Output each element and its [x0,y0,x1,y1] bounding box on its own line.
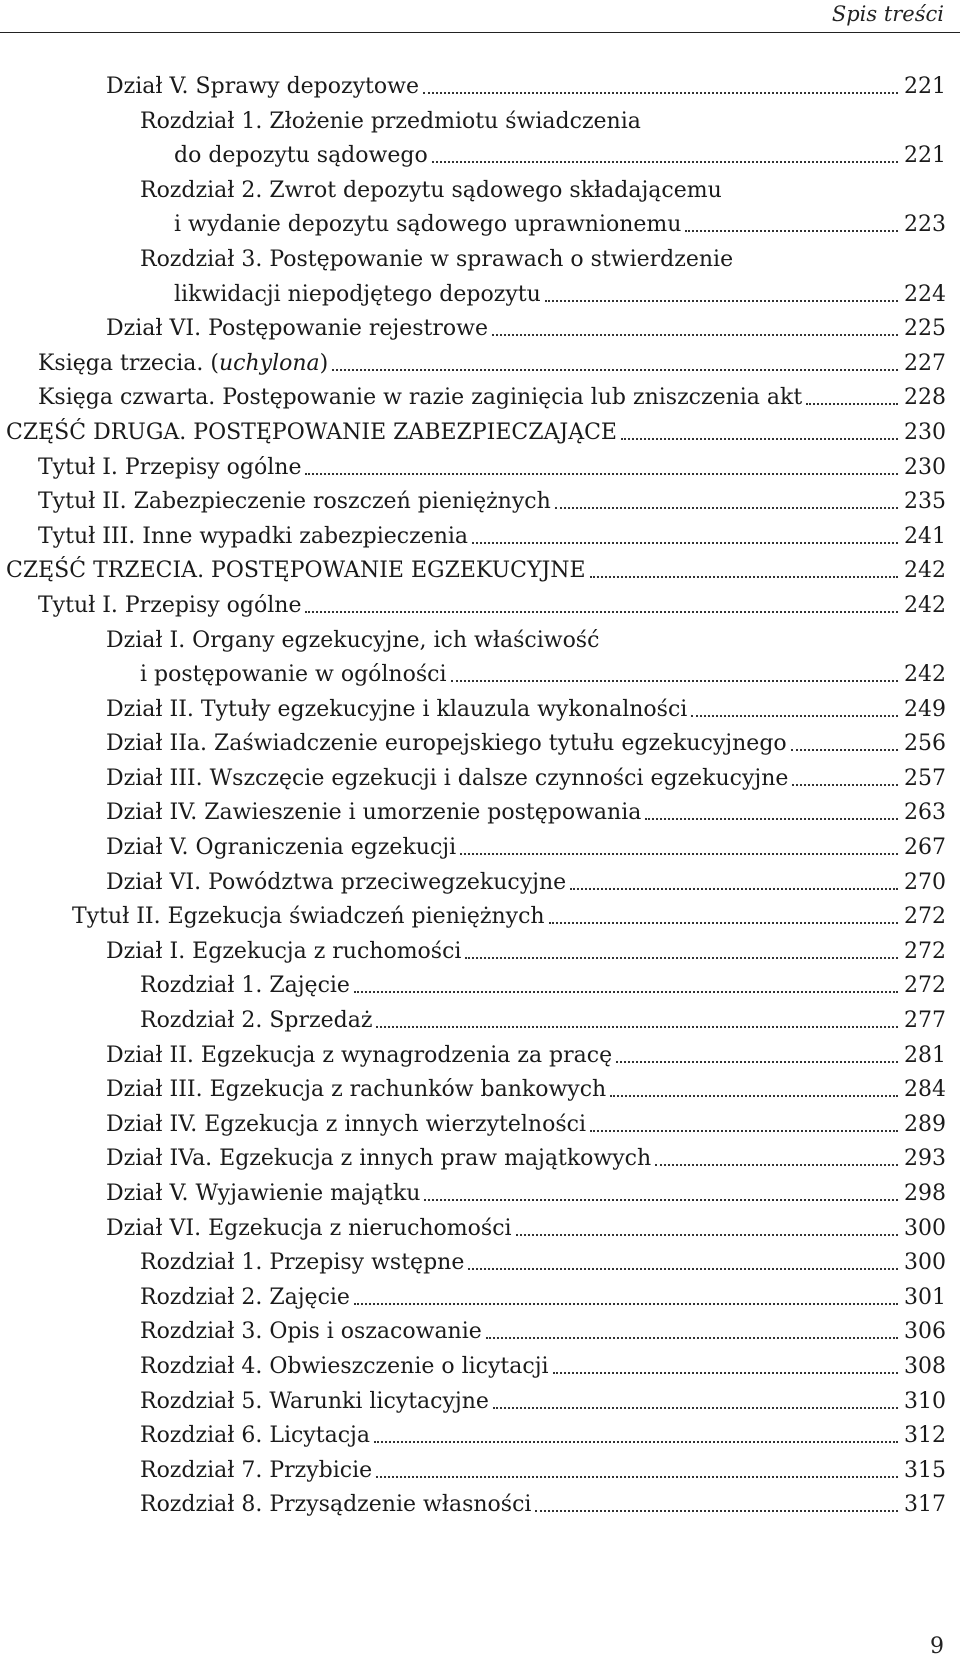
toc-entry [0,485,960,520]
toc-entry-title: Dział II. Tytuły egzekucyjne i klauzula wykonalności [106,696,688,722]
toc-entry-title: Dział II. Egzekucja z wynagrodzenia za pracę [106,1042,613,1068]
toc-entry [0,1488,960,1523]
toc-page-number: 270 [904,869,946,895]
toc-entry [0,831,960,866]
toc-entry-title: Rozdział 6. Licytacja [140,1423,370,1449]
toc-entry-title: Tytuł II. Egzekucja świadczeń pieniężnych [72,904,545,930]
toc-entry [0,70,960,105]
toc-page-number: 308 [904,1353,946,1379]
toc-page-number: 221 [904,74,946,99]
toc-dot-leader [424,1199,898,1201]
toc-entry [0,589,960,624]
toc-entry [0,278,960,313]
header-rule [0,32,960,33]
toc-entry [0,1281,960,1316]
toc-dot-leader [460,853,898,855]
toc-page-number: 310 [904,1388,946,1414]
toc-page-number: 235 [904,489,946,515]
toc-entry-title: Rozdział 4. Obwieszczenie o licytacji [140,1353,549,1379]
toc-page-number: 315 [904,1457,946,1483]
toc-entry [0,727,960,762]
toc-page-number: 228 [904,385,946,411]
toc-page-number: 225 [904,316,946,342]
toc-page-number: 298 [904,1181,946,1206]
toc-entry-title: Rozdział 8. Przysądzenie własności [140,1492,532,1518]
toc-entry [0,451,960,486]
toc-entry-title: Dział IV. Zawieszenie i umorzenie postępowania [106,800,642,826]
toc-entry-title: Tytuł II. Zabezpieczenie roszczeń pieniężnych [38,489,551,515]
toc-dot-leader [472,542,898,544]
toc-entry [0,416,960,451]
toc-entry-title: Dział VI. Egzekucja z nieruchomości [106,1215,512,1241]
toc-entry [0,900,960,935]
toc-page-number: 242 [904,592,946,618]
toc-entry-title: Rozdział 1. Złożenie przedmiotu świadczenia [140,108,641,134]
toc-entry-title: Dział VI. Powództwa przeciwegzekucyjne [106,869,567,895]
toc-dot-leader [468,1268,898,1270]
toc-entry-title: likwidacji niepodjętego depozytu [174,281,541,307]
toc-dot-leader [493,1407,898,1409]
toc-page-number: 256 [904,731,946,757]
toc-dot-leader [486,1337,898,1339]
toc-dot-leader [590,1130,898,1132]
toc-entry-title: Księga trzecia. (uchylona) [38,350,329,376]
toc-entry-title: Dział I. Egzekucja z ruchomości [106,938,462,964]
toc-dot-leader [792,784,898,786]
toc-entry-title: Dział V. Ograniczenia egzekucji [106,835,457,861]
toc-entry-title: Rozdział 2. Zajęcie [140,1284,350,1310]
toc-page-number: 221 [904,143,946,169]
toc-page-number: 223 [904,212,946,238]
toc-entry-title: Dział III. Wszczęcie egzekucji i dalsze czynności egzekucyjne [106,765,789,791]
toc-entry [0,1454,960,1489]
toc-dot-leader [645,818,898,820]
toc-entry [0,1142,960,1177]
toc-dot-leader [376,1026,898,1028]
toc-entry-title: Dział V. Sprawy depozytowe [106,74,419,99]
toc-dot-leader [621,438,898,440]
toc-page-number: 281 [904,1042,946,1068]
toc-page-number: 242 [904,558,946,584]
toc-page-number: 272 [904,938,946,964]
toc-page-number: 241 [904,523,946,549]
toc-entry-title: CZĘŚĆ TRZECIA. POSTĘPOWANIE EGZEKUCYJNE [6,558,586,584]
toc-dot-leader [590,576,898,578]
toc-dot-leader [570,888,898,890]
toc-page-number: 263 [904,800,946,826]
toc-entry [0,554,960,589]
toc-entry [0,866,960,901]
toc-entry [0,381,960,416]
toc-entry [0,520,960,555]
toc-page-number: 277 [904,1008,946,1034]
toc-entry [0,935,960,970]
toc-entry [0,693,960,728]
toc-dot-leader [354,991,898,993]
toc-dot-leader [432,161,898,163]
toc-dot-leader [465,957,898,959]
toc-entry-title: Dział I. Organy egzekucyjne, ich właściwość [106,627,600,653]
toc-entry-title: Dział IIa. Zaświadczenie europejskiego tytułu egzekucyjnego [106,731,787,757]
toc-entry [0,1004,960,1039]
toc-page-number: 272 [904,904,946,930]
toc-page-number: 267 [904,835,946,861]
toc-page-number: 301 [904,1284,946,1310]
toc-entry-title: Rozdział 2. Zwrot depozytu sądowego składającemu [140,177,722,203]
running-head: Spis treści [831,2,944,26]
toc-entry-title: Rozdział 1. Zajęcie [140,973,350,999]
table-of-contents [0,70,960,1523]
toc-entry [0,1350,960,1385]
toc-entry [0,174,960,209]
toc-page-number: 284 [904,1077,946,1103]
toc-entry [0,1108,960,1143]
toc-entry [0,969,960,1004]
toc-entry-title: Rozdział 7. Przybicie [140,1457,373,1483]
toc-page-number: 249 [904,696,946,722]
toc-dot-leader [492,334,898,336]
toc-dot-leader [806,403,898,405]
toc-entry-title: Księga czwarta. Postępowanie w razie zaginięcia lub zniszczenia akt [38,385,803,411]
toc-entry-title: Dział VI. Postępowanie rejestrowe [106,316,488,342]
toc-dot-leader [332,369,898,371]
toc-entry [0,1419,960,1454]
toc-entry-title: Tytuł I. Przepisy ogólne [38,592,302,618]
toc-dot-leader [545,300,898,302]
toc-entry-title: CZĘŚĆ DRUGA. POSTĘPOWANIE ZABEZPIECZAJĄCE [6,419,617,445]
toc-page-number: 230 [904,419,946,445]
toc-entry [0,1212,960,1247]
toc-dot-leader [549,922,898,924]
toc-entry-title: i wydanie depozytu sądowego uprawnionemu [174,212,682,238]
toc-page-number: 242 [904,662,946,688]
toc-dot-leader [685,230,898,232]
toc-entry [0,1385,960,1420]
toc-entry [0,312,960,347]
toc-entry [0,624,960,659]
toc-page-number: 230 [904,454,946,480]
toc-page-number: 289 [904,1111,946,1137]
toc-entry [0,243,960,278]
toc-dot-leader [555,507,898,509]
toc-dot-leader [376,1476,898,1478]
toc-dot-leader [451,680,898,682]
toc-entry [0,347,960,382]
toc-dot-leader [516,1234,898,1236]
toc-entry [0,139,960,174]
toc-dot-leader [553,1372,898,1374]
toc-entry-title: Rozdział 3. Opis i oszacowanie [140,1319,482,1345]
toc-dot-leader [616,1061,898,1063]
toc-entry [0,105,960,140]
toc-page-number: 257 [904,765,946,791]
toc-entry-title: Dział V. Wyjawienie majątku [106,1181,421,1206]
toc-entry [0,208,960,243]
toc-entry-title: do depozytu sądowego [174,143,428,169]
toc-entry [0,1315,960,1350]
toc-entry-title: Tytuł I. Przepisy ogólne [38,454,302,480]
toc-dot-leader [305,611,898,613]
toc-page-number: 224 [904,281,946,307]
toc-entry-title: Rozdział 5. Warunki licytacyjne [140,1388,489,1414]
toc-dot-leader [691,715,898,717]
toc-dot-leader [791,749,898,751]
toc-entry-title: i postępowanie w ogólności [140,662,447,688]
toc-page-number: 312 [904,1423,946,1449]
toc-dot-leader [354,1303,898,1305]
toc-dot-leader [374,1441,898,1443]
toc-page-number: 306 [904,1319,946,1345]
page-number: 9 [930,1634,944,1659]
toc-entry-title: Rozdział 1. Przepisy wstępne [140,1250,465,1276]
toc-page-number: 227 [904,350,946,376]
toc-page-number: 317 [904,1492,946,1518]
toc-entry-title: Rozdział 3. Postępowanie w sprawach o stwierdzenie [140,246,734,272]
toc-page-number: 293 [904,1146,946,1172]
toc-entry [0,1073,960,1108]
toc-entry [0,1039,960,1074]
toc-page-number: 300 [904,1250,946,1276]
toc-entry-title: Tytuł III. Inne wypadki zabezpieczenia [38,523,469,549]
toc-entry [0,762,960,797]
toc-dot-leader [610,1095,898,1097]
toc-page-number: 272 [904,973,946,999]
toc-dot-leader [655,1164,898,1166]
toc-entry [0,1246,960,1281]
toc-entry-title: Rozdział 2. Sprzedaż [140,1008,373,1034]
toc-entry-title: Dział IVa. Egzekucja z innych praw majątkowych [106,1146,652,1172]
toc-entry [0,796,960,831]
toc-dot-leader [305,473,898,475]
toc-dot-leader [535,1510,898,1512]
toc-entry-title: Dział IV. Egzekucja z innych wierzytelności [106,1111,586,1137]
toc-entry [0,658,960,693]
toc-entry-title: Dział III. Egzekucja z rachunków bankowych [106,1077,607,1103]
toc-entry [0,1177,960,1212]
toc-page-number: 300 [904,1215,946,1241]
toc-dot-leader [423,92,898,94]
